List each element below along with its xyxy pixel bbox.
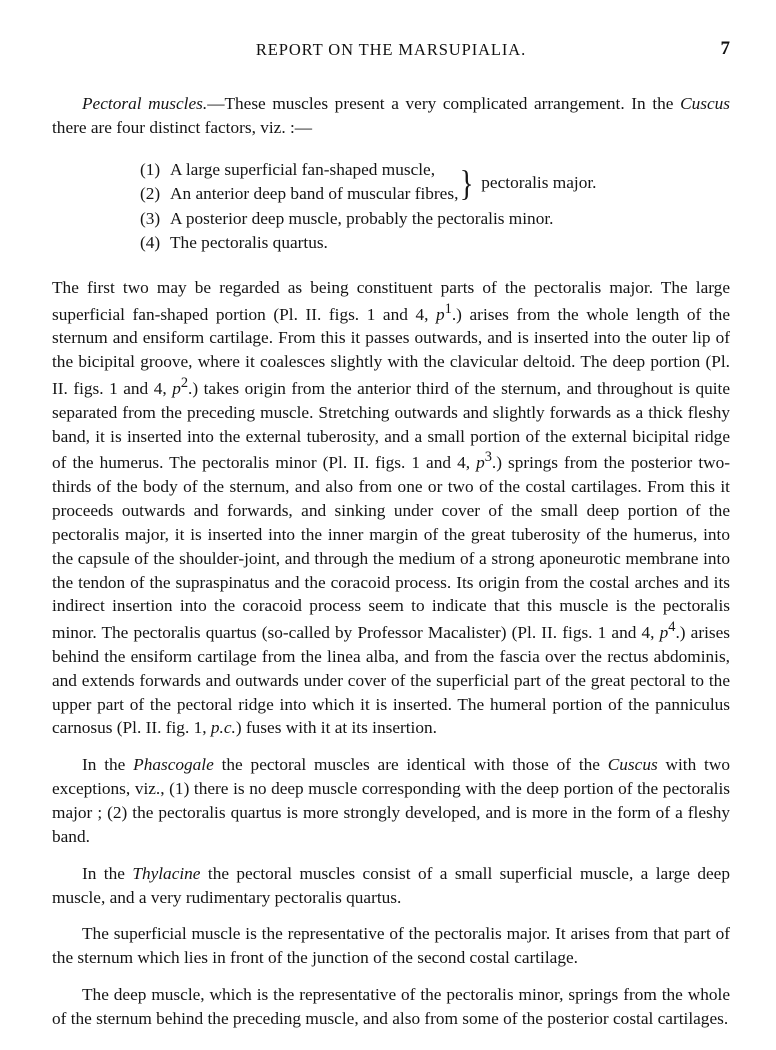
list-item [140,158,730,183]
paragraph-deep-muscle: The deep muscle, which is the representative of the pectoralis minor, springs from the whole of the sternum behind the preceding muscle, and also from some of the posterior costal cartilages. [52,985,730,1029]
list-item-number: (3) [140,208,161,228]
curly-brace-icon: } [459,162,474,203]
brace-label: pectoralis major. [481,172,597,192]
list-item-number: (2) [140,184,161,204]
brace-group [458,158,596,208]
page-header [52,40,730,76]
intro-text-b: there are four distinct factors, viz. :— [52,117,313,137]
paragraph-thylacine: In the Thylacine the pectoral muscles consist of a small superficial muscle, a large deep muscle, and a very rudimentary pectoralis quartus. [52,863,730,907]
page-number: 7 [720,38,730,59]
list-item-label: The pectoralis quartus. [170,233,328,253]
paragraph-pectoralis-major: The first two may be regarded as being constituent parts of the pectoralis major. The large superficial fan-shaped portion (Pl. II. figs. 1 and 4, $p^1$.) arises from the whole length of the sternum and ensiform cartilage. From this it passes outwards, and is inserted into the outer lip of the bicipital groove, where it coalesces slightly with the clavicular deltoid. The deep portion (Pl. II. figs. 1 and 4, $p^2$.) takes origin from the anterior third of the sternum, and throughout is quite separated from the preceding muscle. Stretching outwards and slightly forwards as a thick fleshy band, it is inserted into the external tuberosity, and a small portion of the external bicipital ridge of the humerus. The pectoralis minor (Pl. II. figs. 1 and 4, $p^3$.) springs from the posterior two-thirds of the body of the sternum, and also from one or two of the costal cartilages. From this it proceeds outwards and forwards, and sinking under cover of the small deep portion of the pectoralis major, it is inserted into the inner margin of the great tuberosity of the humerus, into the capsule of the shoulder-joint, and through the medium of a strong aponeurotic membrane into the tendon of the supraspinatus and the coracoid process. Its origin from the costal arches and its indirect insertion into the coracoid process seem to indicate that this muscle is the pectoralis minor. The pectoralis quartus (so-called by Professor Macalister) (Pl. II. figs. 1 and 4, $p^4$.) arises behind the ensiform cartilage from the linea alba, and from the fascia over the rectus abdominis, and extends forwards and outwards under cover of the superficial part of the great pectoral to the upper part of the pectoral ridge into which it is inserted. The humeral portion of the panniculus carnosus (Pl. II. fig. 1, p.c.) fuses with it at its insertion. [52,277,730,738]
paragraph-superficial-muscle: The superficial muscle is the representative of the pectoralis major. It arises from that part of the sternum which lies in front of the junction of the second costal cartilage. [52,924,730,968]
list-item [140,207,730,232]
list-item-label: A large superficial fan-shaped muscle, [170,159,436,179]
list-item [140,182,730,207]
intro-text-a: —These muscles present a very complicated arrangement. In the [207,94,681,113]
page-body [52,92,730,1031]
list-item-number: (4) [140,233,161,253]
intro-cuscus-italic: Cuscus [680,94,731,113]
list-item-label: A posterior deep muscle, probably the pectoralis minor. [170,208,554,228]
list-item-label: An anterior deep band of muscular fibres, [170,184,459,204]
main-text [52,276,730,1031]
intro-lead-italic: Pectoral muscles. [82,94,208,113]
intro-paragraph [52,92,730,140]
list-item-number: (1) [140,159,161,179]
paragraph-phascogale: In the Phascogale the pectoral muscles are identical with those of the Cuscus with two exceptions, viz., (1) there is no deep muscle corresponding with the deep portion of the pectoralis major ; (2) the pectoralis quartus is more strongly developed, and is more in the form of a fleshy band. [52,755,730,846]
running-head: REPORT ON THE MARSUPIALIA. [255,40,527,59]
list-item [140,231,730,256]
factors-list [52,158,730,256]
